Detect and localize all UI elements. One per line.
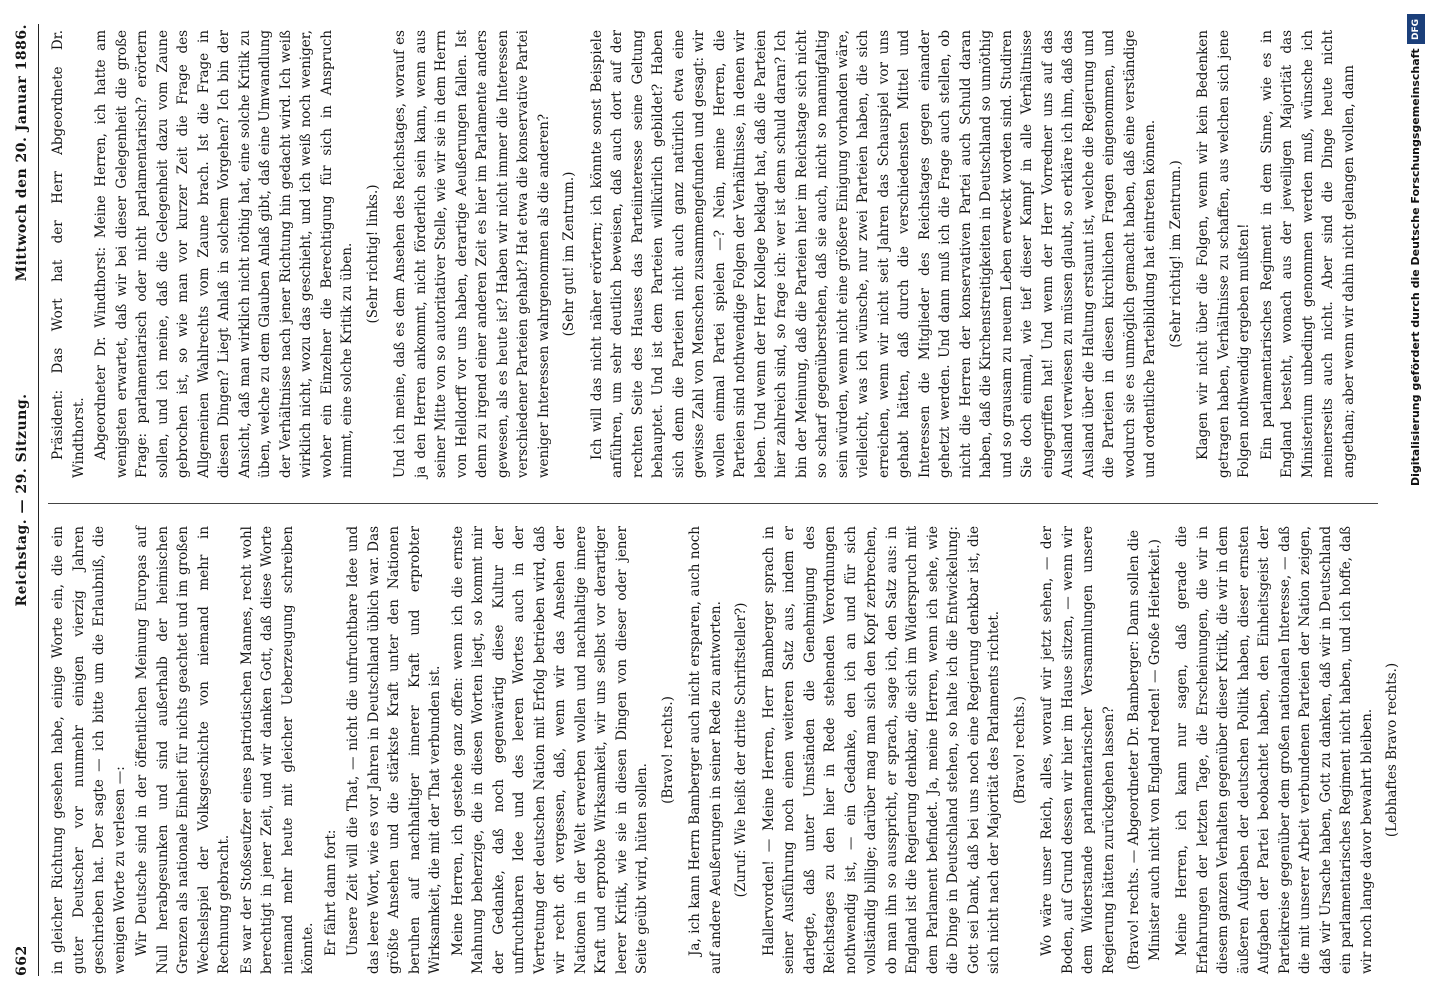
paragraph: Es war der Stoßseufzer eines patriotischen Mannes, recht wohl berechtigt in jener Zeit, und wir danken Gott, daß diese Worte niemand mehr heute mit gleicher Ueberzeugung schreiben könnte. <box>238 526 316 974</box>
interjection: (Bravo! rechts.) <box>1011 696 1028 804</box>
paragraph: Hallervorden! — Meine Herren, Herr Bamberger sprach in seiner Ausführung noch einen weiteren Satz aus, indem er darlegte, daß unter Umständen die Genehmigung des Reichstages zu den hier in Rede stehenden Verordnungen nothwendig ist, — ein Gedanke, den ich an und für sich vollständig billige; darüber mag man sich den Kopf zerbrechen, ob man ihn so ausspricht, er sprach, sage ich, den Satz aus: in England ist die Regierung denkbar, die sich im Widerspruch mit dem Parlament befindet. Ja, meine Herren, wenn ich sehe, wie die Dinge in Deutschland stehen, so halte ich die Entwickelung: Gott sei Dank, daß bei uns noch eine Regierung denkbar ist, die sich nicht nach der Majorität des Parlaments richtet. <box>760 526 1002 974</box>
paragraph: Abgeordneter Dr. Windthorst: Meine Herren, ich hatte am wenigsten erwartet, daß wir bei dieser Gelegenheit die große Frage: parlamentarisch oder nicht parlamentarisch? erörtern sollen, und ich meine, daß die Gelegenheit dazu vom Zaune gebrochen ist, so wie man vor kurzer Zeit die Frage des Allgemeinen Wahlrechts vom Zaune brach. Ist die Frage in diesen Dingen? Liegt Anlaß in solchem Vorgehen? Ich bin der Ansicht, daß man wirklich nicht nöthig hat, eine solche Kritik zu üben, welche zu dem Glauben Anlaß gibt, daß eine Umwandlung der Verhältnisse nach jener Richtung hin gedacht wird. Ich weiß wirklich nicht, wozu das geschieht, und ich weiß noch weniger, woher ein Einzelner die Berechtigung für sich in Anspruch nimmt, eine solche Kritik zu üben. <box>93 30 355 478</box>
paragraph: Ich will das nicht näher erörtern; ich könnte sonst Beispiele anführen, um sehr deutlich beweisen, daß auch dort auf der rechten Seite des Hauses das Parteiinteresse seine Geltung behauptet. Und ist dem Parteien willkürlich gebildet? Haben sich denn die Parteien nicht auch ganz natürlich etwa eine gewisse Zahl von Menschen zusammengefunden und gesagt: wir wollen einmal Partei spielen —? Nein, meine Herren, die Parteien sind nothwendige Folgen der Verhältnisse, in denen wir leben. Und wenn der Herr Kollege beklagt hat, daß die Parteien hier zahlreich sind, so frage ich: wer ist denn schuld daran? Ich bin der Meinung, daß die Parteien hier im Reichstage sich nicht so scharf gegenüberstehen, daß sie auch, nicht so mannigfaltig sein würden, wenn nicht eine größere Einigung vorhanden wäre, vielleicht, was ich wünsche, nur zwei Parteien haben, die sich erreichen, wenn wir nicht seit Jahren das Schauspiel vor uns gehabt hätten, daß durch die verschiedensten Mittel und Interessen die Mitglieder des Reichstages gegen einander gehetzt werden. Und dann muß ich die Frage auch stellen, ob nicht die Herren der konservativen Partei auch Schuld daran haben, daß die Kirchenstreitigkeiten in Deutschland so unnöthig und so grausam zu neuem Leben erweckt worden sind. Studiren Sie doch einmal, wie tief dieser Kampf in alle Verhältnisse eingegriffen hat! Und wenn der Herr Vorredner uns auf das Ausland verwiesen zu müssen glaubt, so erkläre ich ihm, daß das Ausland über die Haltung erstaunt ist, welche die Regierung und die Parteien in diesen kirchlichen Fragen eingenommen, und wodurch sie es unmöglich gemacht haben, daß eine verständige und ordentliche Parteibildung hat eintreten können. <box>588 30 1158 478</box>
interjection: (Bravo! rechts.) <box>659 696 676 804</box>
paragraph: Unsere Zeit will die That, — nicht die unfruchtbare Idee und das leere Wort, wie es vor Jahren in Deutschland üblich war. Das größte Ansehen und die stärkste Kraft unter den Nationen beruhen auf nachhaltiger innerer Kraft und erprobter Wirksamkeit, die mit der That verbunden ist. <box>345 526 443 974</box>
right-column <box>48 30 1378 478</box>
digitization-credit: Digitalisierung gefördert durch die Deutsche Forschungsgemeinschaft <box>1409 48 1422 486</box>
column-divider <box>48 503 1378 504</box>
left-column <box>48 526 1400 974</box>
session-title: Reichstag. — 29. Sitzung. <box>14 393 30 607</box>
paragraph: Präsident: Das Wort hat der Herr Abgeordnete Dr. Windthorst. <box>50 30 87 478</box>
page-header <box>12 24 36 976</box>
paragraph: Ja, ich kann Herrn Bamberger auch nicht ersparen, auch noch auf andere Aeußerungen in seiner Rede zu antworten. <box>687 526 724 974</box>
interjection: (Sehr richtig! links.) <box>364 184 381 324</box>
paragraph: Meine Herren, ich kann nur sagen, daß gerade die Erfahrungen der letzten Tage, die Erscheinungen, die wir in diesem ganzen Verhalten gegenüber dieser Kritik, die wir in dem äußeren Aufgaben der deutschen Politik haben, dieser ernsten Aufgaben der Partei beobachtet haben, den Einheitsgeist der Parteikreise gegenüber dem großen nationalen Interesse, — daß die mit unserer Arbeit verbundenen Parteien der Nation zeigen, daß wir Ursache haben, Gott zu danken, daß wir in Deutschland ein parlamentarisches Regiment nicht haben, und ich hoffe, daß wir noch lange davor bewahrt bleiben. <box>1174 526 1375 974</box>
interjection: (Sehr richtig! im Zentrum.) <box>1167 160 1184 348</box>
session-date: Mittwoch den 20. Januar 1886. <box>14 24 30 282</box>
interjection: (Sehr gut! im Zentrum.) <box>561 171 577 337</box>
paragraph: Ein parlamentarisches Regiment in dem Sinne, wie es in England besteht, wonach aus der jeweiligen Majorität das Ministerium unbedingt genommen werden muß, wünsche ich meinerseits auch nicht. Aber sind die Dinge heute nicht angethan; aber wenn wir dahin nicht gelangen wollen, dann <box>1258 30 1357 478</box>
dfg-logo: DFG <box>1407 14 1425 44</box>
paragraph: Wir Deutsche sind in der öffentlichen Meinung Europas auf Null herabgesunken und sind außerhalb der heimischen Grenzen als nationale Einheit für nichts geachtet und im großen Wechselspiel der Volksgeschichte von niemand mehr in Rechnung gebracht. <box>134 526 232 974</box>
interjection: (Bravo! rechts. — Abgeordneter Dr. Bamberger: Dann sollen die Minister auch nicht von England reden! — Große Heiterkeit.) <box>1126 530 1163 970</box>
interjection: (Lebhaftes Bravo rechts.) <box>1384 662 1400 838</box>
paragraph: Wo wäre unser Reich, alles, worauf wir jetzt sehen, — der Boden, auf Grund dessen wir hier im Hause sitzen, — wenn wir dem Widerstande parlamentarischer Versammlungen unsere Regierung hätten zurückgehen lassen? <box>1039 526 1117 974</box>
interjection: (Zuruf: Wie heißt der dritte Schriftsteller?) <box>733 602 749 898</box>
paragraph: in gleicher Richtung gesehen habe, einige Worte ein, die ein guter Deutscher vor nunmehr einigen vierzig Jahren geschrieben hat. Der sagte — ich bitte um die Erlaubniß, die wenigen Worte zu verlesen —: <box>50 526 128 974</box>
paragraph: Und ich meine, daß es dem Ansehen des Reichstages, worauf es ja den Herren ankommt, nicht förderlich sein kann, wenn aus seiner Mitte von so autoritativer Stelle, wie wir sie in dem Herrn von Helldorff vor uns haben, derartige Aeußerungen fallen. Ist denn zu irgend einer anderen Zeit es hier im Parlamente anders gewesen, als es heute ist? Haben wir nicht immer die Interessen verschiedener Parteien gehabt? Hat etwa die konservative Partei weniger Interessen wahrgenommen als die anderen? <box>392 30 552 478</box>
header-rule <box>38 24 39 976</box>
paragraph: Klagen wir nicht über die Folgen, wenn wir kein Bedenken getragen haben, Verhältnisse zu schaffen, aus welchen sich jene Folgen nothwendig ergeben mußten! <box>1195 30 1252 478</box>
paragraph: Er fährt dann fort: <box>322 829 339 956</box>
page-number: 662 <box>14 945 30 976</box>
paragraph: Meine Herren, ich gestehe ganz offen: wenn ich die ernste Mahnung beherzige, die in diesen Worten liegt, so kommt mir der Gedanke, daß noch gegenwärtig diese Kultur der unfruchtbaren Idee und des leeren Wortes auch in der Vertretung der deutschen Nation mit Erfolg betrieben wird, daß wir recht oft vergessen, daß, wenn wir das Ansehen der Nationen in der Welt erwerben wollen und nachhaltige innere Kraft und erprobte Wirksamkeit, wir uns selbst vor derartiger leerer Kritik, wie sie in diesen Dingen von dieser oder jener Seite geübt wird, hüten sollen. <box>449 526 650 974</box>
